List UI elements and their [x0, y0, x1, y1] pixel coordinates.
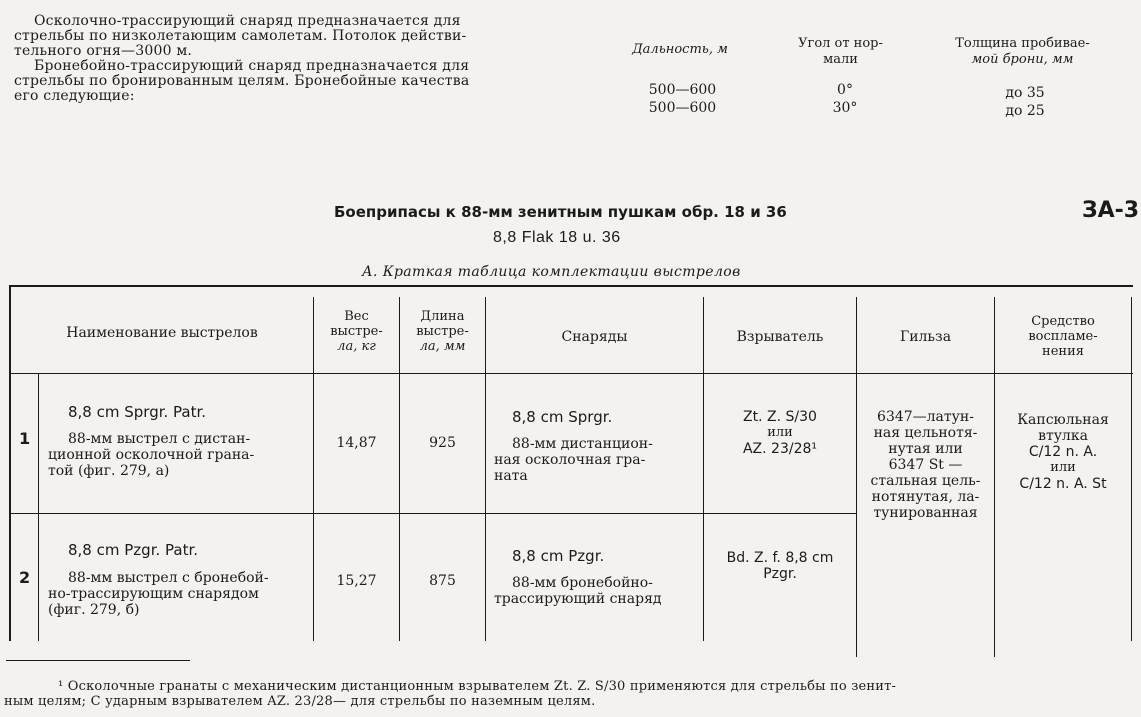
row-fuze-line: или	[767, 425, 793, 440]
range-row-distance: 500—600	[648, 100, 717, 116]
range-row-armor: до 35	[1005, 85, 1045, 101]
row-name-ru	[48, 431, 310, 479]
range-header-armor	[935, 36, 1110, 68]
case-cell	[857, 409, 994, 521]
row-fuze-line: Bd. Z. f. 8,8 cm	[726, 550, 834, 566]
case-line: 6347—латун-	[877, 409, 974, 425]
primer-line: C/12 n. A. St	[1019, 476, 1107, 492]
header-length-line: выстре-	[416, 324, 469, 339]
row-name-ru-line: той (фиг. 279, а)	[48, 463, 170, 479]
section-title: Боеприпасы к 88-мм зенитным пушкам обр. 18 и 36	[334, 203, 787, 221]
intro-line: тельного огня—3000 м.	[14, 43, 193, 59]
range-header-armor-line: Толщина пробивае-	[955, 36, 1090, 51]
case-line: стальная цель-	[870, 473, 981, 489]
table-caption: А. Краткая таблица комплектации выстрелов	[362, 264, 741, 280]
primer-line: C/12 n. A.	[1028, 444, 1098, 460]
primer-cell	[995, 412, 1131, 492]
row-fuze-line: Pzgr.	[763, 566, 797, 582]
row-name-de: 8,8 cm Sprgr. Patr.	[68, 403, 207, 421]
case-line: нотянутая, ла-	[871, 489, 980, 505]
intro-paragraph	[14, 14, 469, 104]
section-subtitle: 8,8 Flak 18 u. 36	[493, 229, 621, 246]
range-header-angle	[768, 36, 913, 68]
intro-line: стрельбы по бронированным целям. Бронебойные качества	[14, 73, 470, 89]
header-primer-line: Средство	[1031, 314, 1095, 329]
table-right-border	[1131, 297, 1132, 641]
row-name-ru-line: ционной осколочной грана-	[48, 447, 255, 463]
case-line: нутая или	[888, 441, 963, 457]
row-name-ru	[48, 570, 310, 618]
intro-line: Бронебойно-трассирующий снаряд предназначается для	[34, 58, 470, 74]
range-row-distance: 500—600	[648, 82, 717, 98]
header-weight-line: ла, кг	[337, 339, 376, 354]
header-weight-line: выстре-	[330, 324, 383, 339]
table-top-rule	[9, 285, 1133, 287]
row-number: 2	[19, 568, 31, 587]
header-primer	[995, 314, 1131, 359]
range-header-distance: Дальность, м	[632, 42, 728, 57]
range-row-armor: до 25	[1005, 103, 1045, 119]
section-code: ЗА-3	[1082, 198, 1140, 223]
row-name-ru-line: 88-мм выстрел с дистан-	[68, 431, 251, 447]
row-projectile-de: 8,8 cm Pzgr.	[512, 547, 605, 565]
header-projectile: Снаряды	[561, 329, 628, 345]
row-projectile-ru	[494, 575, 699, 607]
primer-line: Капсюльная	[1017, 412, 1109, 428]
footnote-line: ным целям; С ударным взрывателем AZ. 23/28— для стрельбы по наземным целям.	[4, 694, 596, 709]
footnote-rule	[6, 660, 190, 661]
row-projectile-de: 8,8 cm Sprgr.	[512, 408, 613, 426]
row-projectile-ru-line: 88-мм дистанцион-	[512, 436, 653, 452]
header-weight-line: Вес	[344, 309, 369, 324]
row-name-ru-line: но-трассирующим снарядом	[48, 586, 259, 602]
row-number: 1	[19, 429, 31, 448]
row-fuze	[704, 550, 856, 582]
header-primer-line: нения	[1042, 344, 1084, 359]
table-header-rule	[9, 373, 1133, 374]
row-fuze-line: Zt. Z. S/30	[743, 409, 817, 425]
range-row-angle: 0°	[837, 82, 853, 98]
row-fuze-line: AZ. 23/28¹	[742, 441, 818, 457]
case-line: ная цельнотя-	[873, 425, 978, 441]
range-row-angle: 30°	[832, 100, 858, 116]
table-left-border	[9, 285, 11, 641]
row-name-de: 8,8 cm Pzgr. Patr.	[68, 541, 199, 559]
header-fuze: Взрыватель	[736, 329, 824, 345]
header-length-line: ла, мм	[419, 339, 466, 354]
header-primer-line: воспламе-	[1028, 329, 1098, 344]
header-name: Наименование выстрелов	[66, 325, 258, 341]
row-name-ru-line: (фиг. 279, б)	[48, 602, 140, 618]
row-length: 925	[429, 435, 456, 451]
table-num-col-rule	[38, 374, 39, 641]
footnote-line: ¹ Осколочные гранаты с механическим дистанционным взрывателем Zt. Z. S/30 применяются для стрельбы по зенит-	[58, 679, 897, 694]
row-projectile-ru-line: трассирующий снаряд	[494, 591, 662, 607]
range-header-angle-line: Угол от нор-	[798, 36, 883, 51]
intro-line: его следующие:	[14, 88, 135, 104]
primer-line: втулка	[1038, 428, 1088, 444]
table-row-rule	[9, 513, 857, 514]
table-col-rule	[703, 297, 704, 641]
case-line: 6347 St —	[888, 457, 963, 473]
intro-line: Осколочно-трассирующий снаряд предназначается для	[34, 13, 461, 29]
header-length-line: Длина	[420, 309, 465, 324]
case-line: тунированная	[873, 505, 978, 521]
row-projectile-ru-line: ната	[494, 468, 528, 484]
header-length	[400, 309, 485, 354]
header-case: Гильза	[899, 329, 952, 345]
row-projectile-ru-line: ная осколочная гра-	[494, 452, 646, 468]
row-weight: 15,27	[336, 573, 377, 589]
row-projectile-ru	[494, 436, 699, 484]
row-name-ru-line: 88-мм выстрел с бронебой-	[68, 570, 269, 586]
row-length: 875	[429, 573, 456, 589]
footnote	[4, 679, 896, 709]
row-projectile-ru-line: 88-мм бронебойно-	[512, 575, 653, 591]
row-fuze	[704, 409, 856, 457]
table-col-rule	[485, 297, 486, 641]
primer-line: или	[1050, 460, 1076, 475]
range-header-armor-line: мой брони, мм	[971, 52, 1074, 67]
row-weight: 14,87	[336, 435, 377, 451]
header-weight	[314, 309, 399, 354]
intro-line: стрельбы по низколетающим самолетам. Потолок действи-	[14, 28, 467, 44]
range-header-angle-line: мали	[823, 52, 858, 67]
